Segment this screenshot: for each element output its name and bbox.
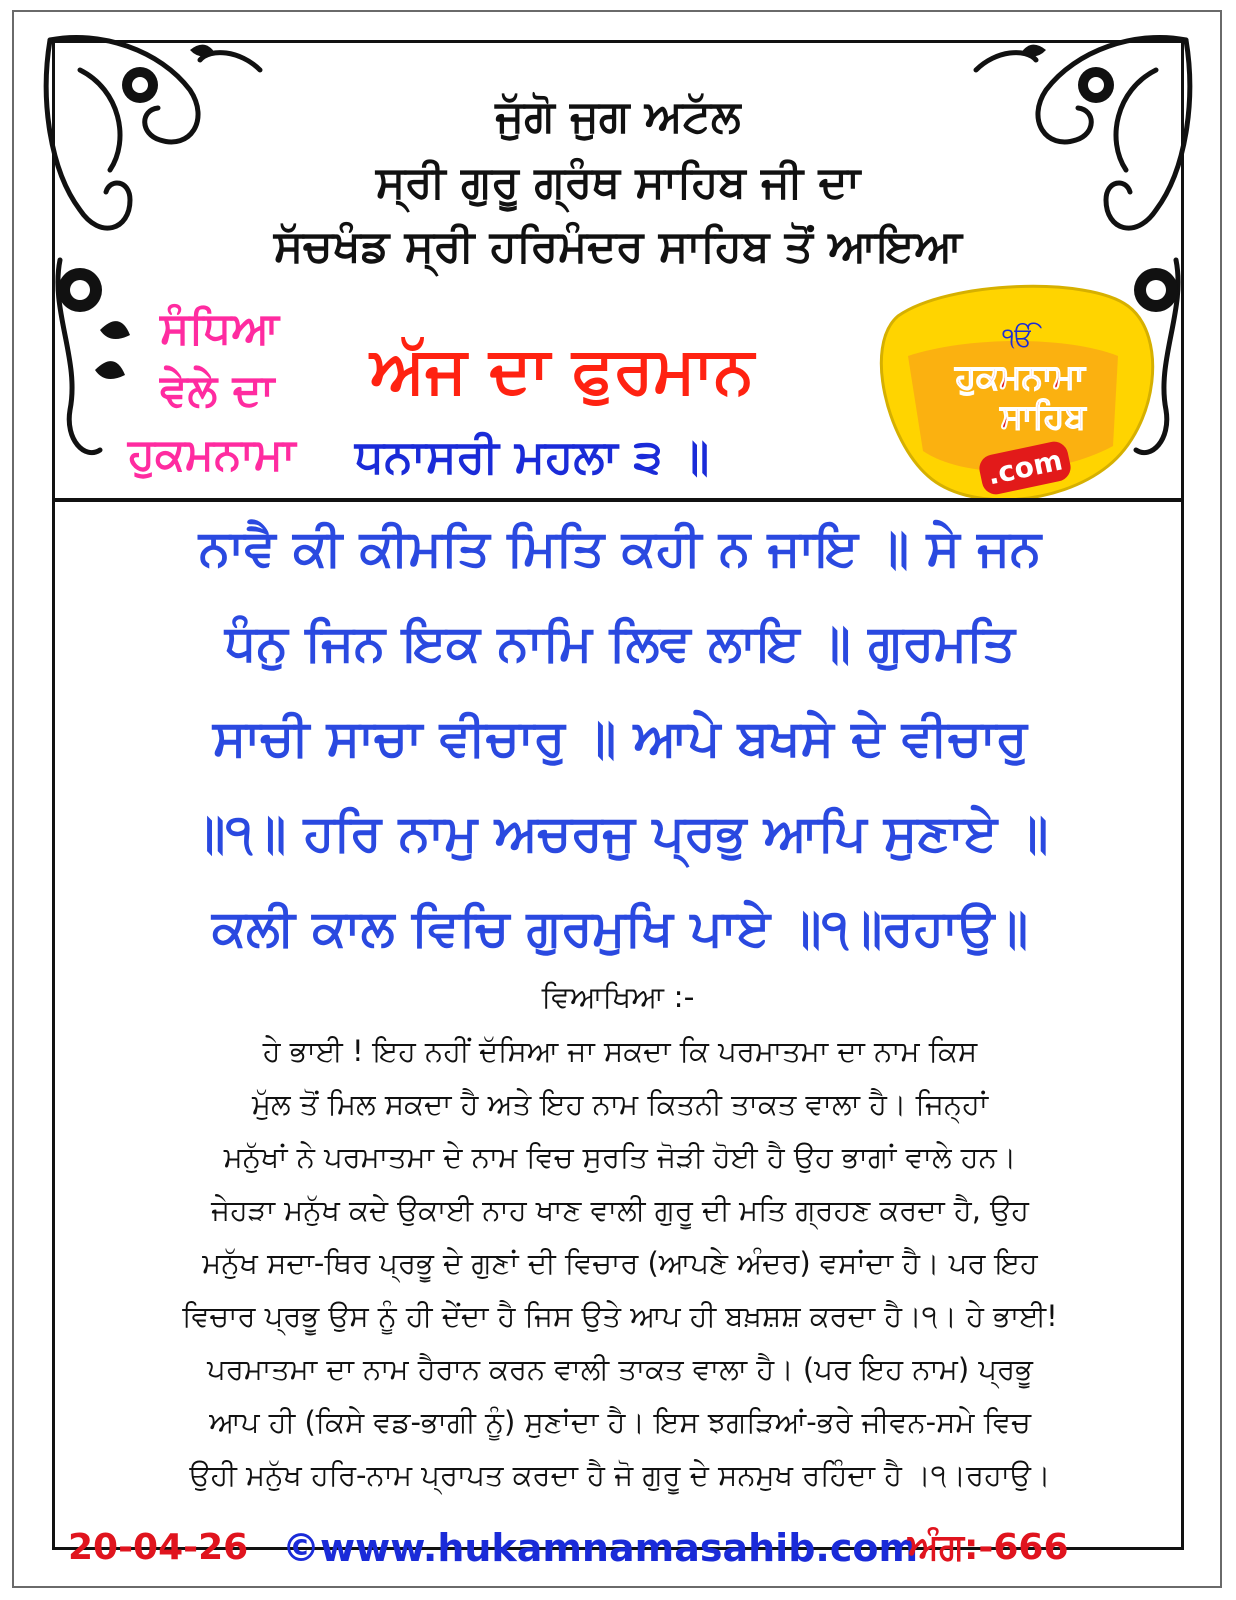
hukamnama-sahib-logo [868,276,1164,512]
raag-heading: ਧਨਾਸਰੀ ਮਹਲਾ ੩ ॥ [355,429,710,483]
gurbani-line: ਕਲੀ ਕਾਲ ਵਿਚਿ ਗੁਰਮੁਖਿ ਪਾਏ ॥੧॥ਰਹਾਉ॥ [211,899,1029,957]
explanation-line: ਮੁੱਲ ਤੋਂ ਮਿਲ ਸਕਦਾ ਹੈ ਅਤੇ ਇਹ ਨਾਮ ਕਿਤਨੀ ਤਾਕਤ ਵਾਲਾ ਹੈ। ਜਿਨ੍ਹਾਂ [251,1087,989,1121]
header-line-3: ਸੱਚਖੰਡ ਸ੍ਰੀ ਹਰਿਮੰਦਰ ਸਾਹਿਬ ਤੋਂ ਆਇਆ [273,221,963,272]
page-title: ਅੱਜ ਦਾ ਫੁਰਮਾਨ [370,334,754,408]
header-line-1: ਜੁੱਗੋ ਜੁਗ ਅਟੱਲ [495,91,741,142]
explanation-line: ਉਹੀ ਮਨੁੱਖ ਹਰਿ-ਨਾਮ ਪ੍ਰਾਪਤ ਕਰਦਾ ਹੈ ਜੋ ਗੁਰੂ ਦੇ ਸਨਮੁਖ ਰਹਿੰਦਾ ਹੈ ।੧।ਰਹਾਉ। [189,1458,1051,1492]
footer-date: 20-04-26 [68,1527,249,1568]
sandhya-line-3: ਹੁਕਮਨਾਮਾ [128,429,296,480]
explanation-line: ਜੇਹੜਾ ਮਨੁੱਖ ਕਦੇ ਉਕਾਈ ਨਾਹ ਖਾਣ ਵਾਲੀ ਗੁਰੂ ਦੀ ਮਤਿ ਗ੍ਰਹਣ ਕਰਦਾ ਹੈ, ਉਹ [211,1193,1029,1227]
logo-line-2: ਸਾਹਿਬ [1000,397,1086,437]
sandhya-line-1: ਸੰਧਿਆ [160,303,280,354]
explanation-line: ਵਿਚਾਰ ਪ੍ਰਭੂ ਉਸ ਨੂੰ ਹੀ ਦੇਂਦਾ ਹੈ ਜਿਸ ਉਤੇ ਆਪ ਹੀ ਬਖ਼ਸ਼ਸ਼ ਕਰਦਾ ਹੈ।੧। ਹੇ ਭਾਈ! [182,1299,1058,1333]
sandhya-line-2: ਵੇਲੇ ਦਾ [160,365,275,416]
header-line-2: ਸ੍ਰੀ ਗੁਰੂ ਗ੍ਰੰਥ ਸਾਹਿਬ ਜੀ ਦਾ [375,157,861,208]
explanation-line: ਆਪ ਹੀ (ਕਿਸੇ ਵਡ-ਭਾਗੀ ਨੂੰ) ਸੁਣਾਂਦਾ ਹੈ। ਇਸ ਝਗੜਿਆਂ-ਭਰੇ ਜੀਵਨ-ਸਮੇ ਵਿਚ [209,1405,1031,1439]
explanation-line: ਮਨੁੱਖਾਂ ਨੇ ਪਰਮਾਤਮਾ ਦੇ ਨਾਮ ਵਿਚ ਸੁਰਤਿ ਜੋੜੀ ਹੋਈ ਹੈ ਉਹ ਭਾਗਾਂ ਵਾਲੇ ਹਨ। [223,1140,1017,1174]
footer-website-link[interactable]: ©www.hukamnamasahib.com [282,1526,919,1570]
section-divider [52,498,1184,502]
gurbani-line: ਧੰਨੁ ਜਿਨ ਇਕ ਨਾਮਿ ਲਿਵ ਲਾਇ ॥ ਗੁਰਮਤਿ [225,614,1015,672]
logo-line-1: ਹੁਕਮਨਾਮਾ [955,357,1085,397]
footer-ang-number: ਅੰਗ:-666 [908,1527,1069,1568]
vyakhya-label: ਵਿਆਖਿਆ :- [541,980,695,1015]
explanation-line: ਮਨੁੱਖ ਸਦਾ-ਥਿਰ ਪ੍ਰਭੂ ਦੇ ਗੁਣਾਂ ਦੀ ਵਿਚਾਰ (ਆਪਣੇ ਅੰਦਰ) ਵਸਾਂਦਾ ਹੈ। ਪਰ ਇਹ [202,1246,1038,1280]
logo-khanda-icon: ੴ [1002,323,1034,353]
logo-line-3: .com [984,443,1066,492]
explanation-line: ਹੇ ਭਾਈ ! ਇਹ ਨਹੀਂ ਦੱਸਿਆ ਜਾ ਸਕਦਾ ਕਿ ਪਰਮਾਤਮਾ ਦਾ ਨਾਮ ਕਿਸ [262,1034,978,1068]
explanation-line: ਪਰਮਾਤਮਾ ਦਾ ਨਾਮ ਹੈਰਾਨ ਕਰਨ ਵਾਲੀ ਤਾਕਤ ਵਾਲਾ ਹੈ। (ਪਰ ਇਹ ਨਾਮ) ਪ੍ਰਭੂ [207,1352,1033,1386]
gurbani-line: ॥੧॥ ਹਰਿ ਨਾਮੁ ਅਚਰਜੁ ਪ੍ਰਭੁ ਆਪਿ ਸੁਣਾਏ ॥ [191,804,1049,862]
gurbani-line: ਨਾਵੈ ਕੀ ਕੀਮਤਿ ਮਿਤਿ ਕਹੀ ਨ ਜਾਇ ॥ ਸੇ ਜਨ [198,519,1042,577]
gurbani-line: ਸਾਚੀ ਸਾਚਾ ਵੀਚਾਰੁ ॥ ਆਪੇ ਬਖਸੇ ਦੇ ਵੀਚਾਰੁ [212,709,1028,767]
